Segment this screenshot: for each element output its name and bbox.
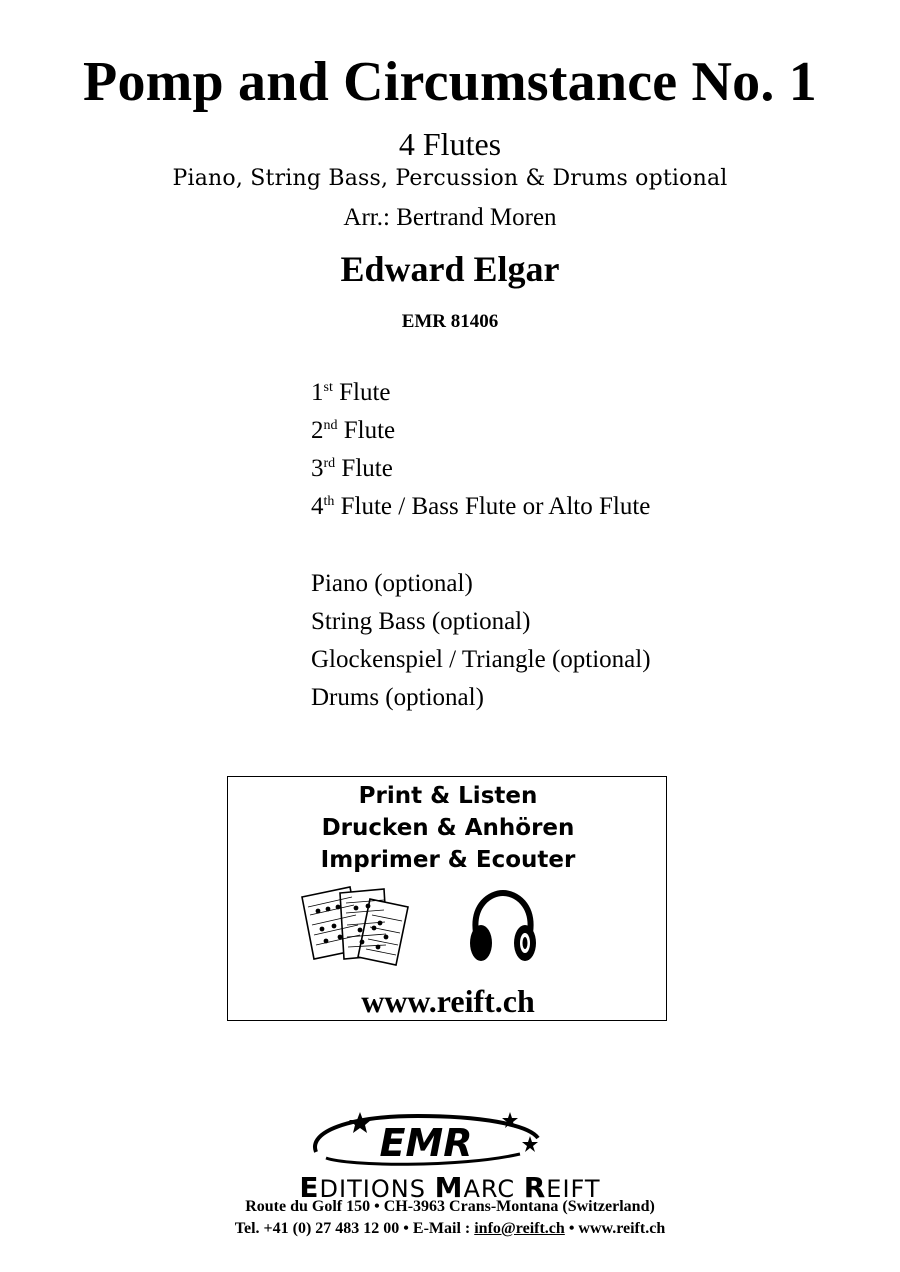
promo-line-de: Drucken & Anhören — [321, 815, 575, 841]
page-title: Pomp and Circumstance No. 1 — [83, 51, 817, 113]
headphones-icon — [466, 889, 540, 967]
part-flute-4: 4th Flute / Bass Flute or Alto Flute — [311, 493, 651, 520]
arranger: Arr.: Bertrand Moren — [343, 204, 557, 231]
publisher-name: EDITIONS MARC REIFT — [299, 1171, 601, 1204]
emr-logo — [308, 1108, 544, 1170]
part-piano: Piano (optional) — [311, 570, 473, 597]
part-string-bass: String Bass (optional) — [311, 608, 531, 635]
email-link[interactable]: info@reift.ch — [474, 1220, 565, 1237]
promo-url[interactable]: www.reift.ch — [361, 983, 535, 1019]
promo-line-en: Print & Listen — [358, 783, 538, 809]
part-flute-2: 2nd Flute — [311, 417, 396, 444]
publisher-contact: Tel. +41 (0) 27 483 12 00 • E-Mail : info@reift.ch • www.reift.ch — [234, 1220, 666, 1237]
sheet-music-icon — [300, 885, 412, 967]
part-glockenspiel-triangle: Glockenspiel / Triangle (optional) — [311, 646, 651, 673]
publisher-address: Route du Golf 150 • CH-3963 Crans-Montana (Switzerland) — [245, 1198, 655, 1215]
instrumentation: Piano, String Bass, Percussion & Drums optional — [172, 166, 728, 191]
composer: Edward Elgar — [340, 249, 560, 289]
promo-line-fr: Imprimer & Ecouter — [320, 847, 576, 873]
catalog-number: EMR 81406 — [401, 311, 499, 332]
print-listen-box — [227, 776, 667, 1021]
part-flute-3: 3rd Flute — [311, 455, 393, 482]
subtitle: 4 Flutes — [398, 126, 502, 162]
part-drums: Drums (optional) — [311, 684, 484, 711]
emr-logo-text: EMR — [379, 1121, 473, 1165]
website-link[interactable]: • www.reift.ch — [564, 1220, 666, 1237]
part-flute-1: 1st Flute — [311, 379, 391, 406]
